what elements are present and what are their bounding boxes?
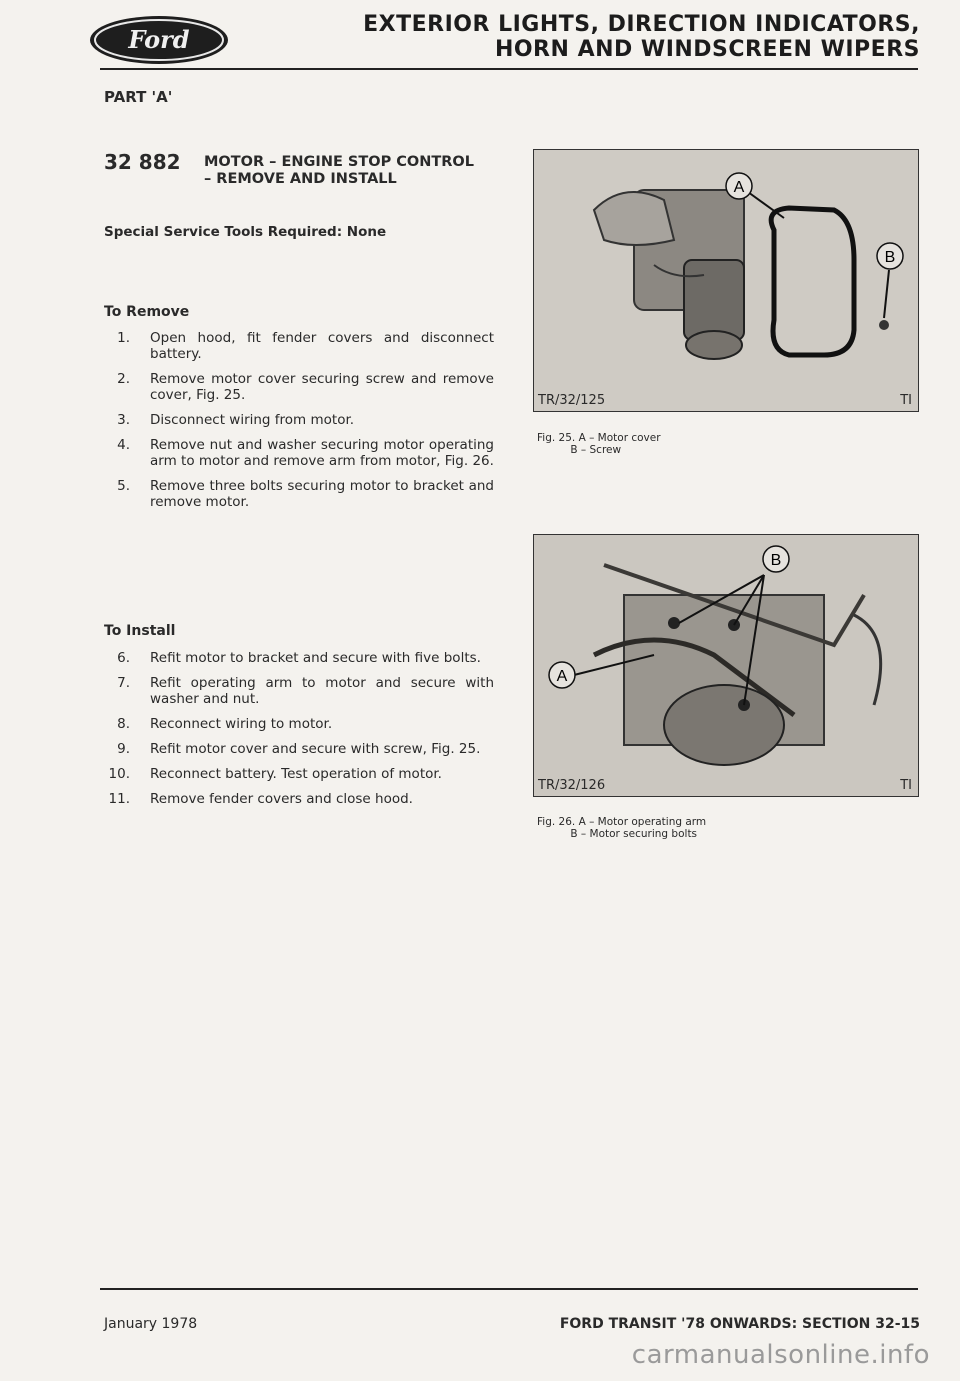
install-steps-list — [104, 650, 494, 816]
figure-corner-mark: TI — [900, 778, 912, 793]
callout-b: B — [884, 249, 896, 266]
callout-a: A — [556, 668, 568, 685]
ford-logo — [88, 14, 230, 66]
list-item: 3. Disconnect wiring from motor. — [117, 412, 355, 428]
footer-rule — [100, 1288, 918, 1290]
install-heading: To Install — [104, 623, 176, 639]
list-item: 9. Refit motor cover and secure with screw, Fig. 25. — [117, 741, 481, 757]
section-title: MOTOR – ENGINE STOP CONTROL – REMOVE AND INSTALL — [204, 154, 474, 187]
list-item: 1. Open hood, fit fender covers and disconnect battery. — [117, 330, 494, 362]
footer-date: January 1978 — [104, 1316, 198, 1332]
list-item: 4. Remove nut and washer securing motor operating arm to motor and remove arm from motor, Fig. 26. — [117, 437, 494, 469]
special-tools-note: Special Service Tools Required: None — [104, 224, 387, 240]
list-item: 2. Remove motor cover securing screw and remove cover, Fig. 25. — [117, 371, 494, 403]
footer-section: FORD TRANSIT '78 ONWARDS: SECTION 32-15 — [559, 1316, 920, 1332]
section-number: 32 882 — [104, 150, 181, 174]
svg-text:Ford: Ford — [128, 25, 190, 54]
list-item: 10. Reconnect battery. Test operation of motor. — [108, 766, 442, 782]
list-item: 6. Refit motor to bracket and secure with five bolts. — [117, 650, 481, 666]
figure-26-photo — [533, 534, 919, 797]
motor-cover-photo — [534, 150, 918, 411]
remove-steps-list — [104, 330, 494, 519]
figure-ref: TR/32/125 — [538, 393, 606, 408]
list-item: 5. Remove three bolts securing motor to bracket and remove motor. — [117, 478, 494, 510]
watermark-text: carmanualsonline.info — [631, 1340, 930, 1370]
list-item: 8. Reconnect wiring to motor. — [117, 716, 333, 732]
callout-a: A — [733, 179, 745, 196]
figure-corner-mark: TI — [900, 393, 912, 408]
header-title-line2: HORN AND WINDSCREEN WIPERS — [494, 37, 920, 62]
figure-ref: TR/32/126 — [538, 778, 606, 793]
list-item: 7. Refit operating arm to motor and secure with washer and nut. — [117, 675, 494, 707]
figure-25-caption: Fig. 25. A – Motor cover B – Screw — [537, 432, 661, 456]
part-label: PART 'A' — [104, 88, 173, 106]
callout-b: B — [770, 552, 782, 569]
header-title-line1: EXTERIOR LIGHTS, DIRECTION INDICATORS, — [363, 12, 920, 37]
figure-26-caption: Fig. 26. A – Motor operating arm B – Motor securing bolts — [537, 816, 707, 840]
motor-arm-photo — [534, 535, 918, 796]
remove-heading: To Remove — [104, 304, 190, 320]
header-rule — [100, 68, 918, 70]
list-item: 11. Remove fender covers and close hood. — [108, 791, 413, 807]
figure-25-photo — [533, 149, 919, 412]
